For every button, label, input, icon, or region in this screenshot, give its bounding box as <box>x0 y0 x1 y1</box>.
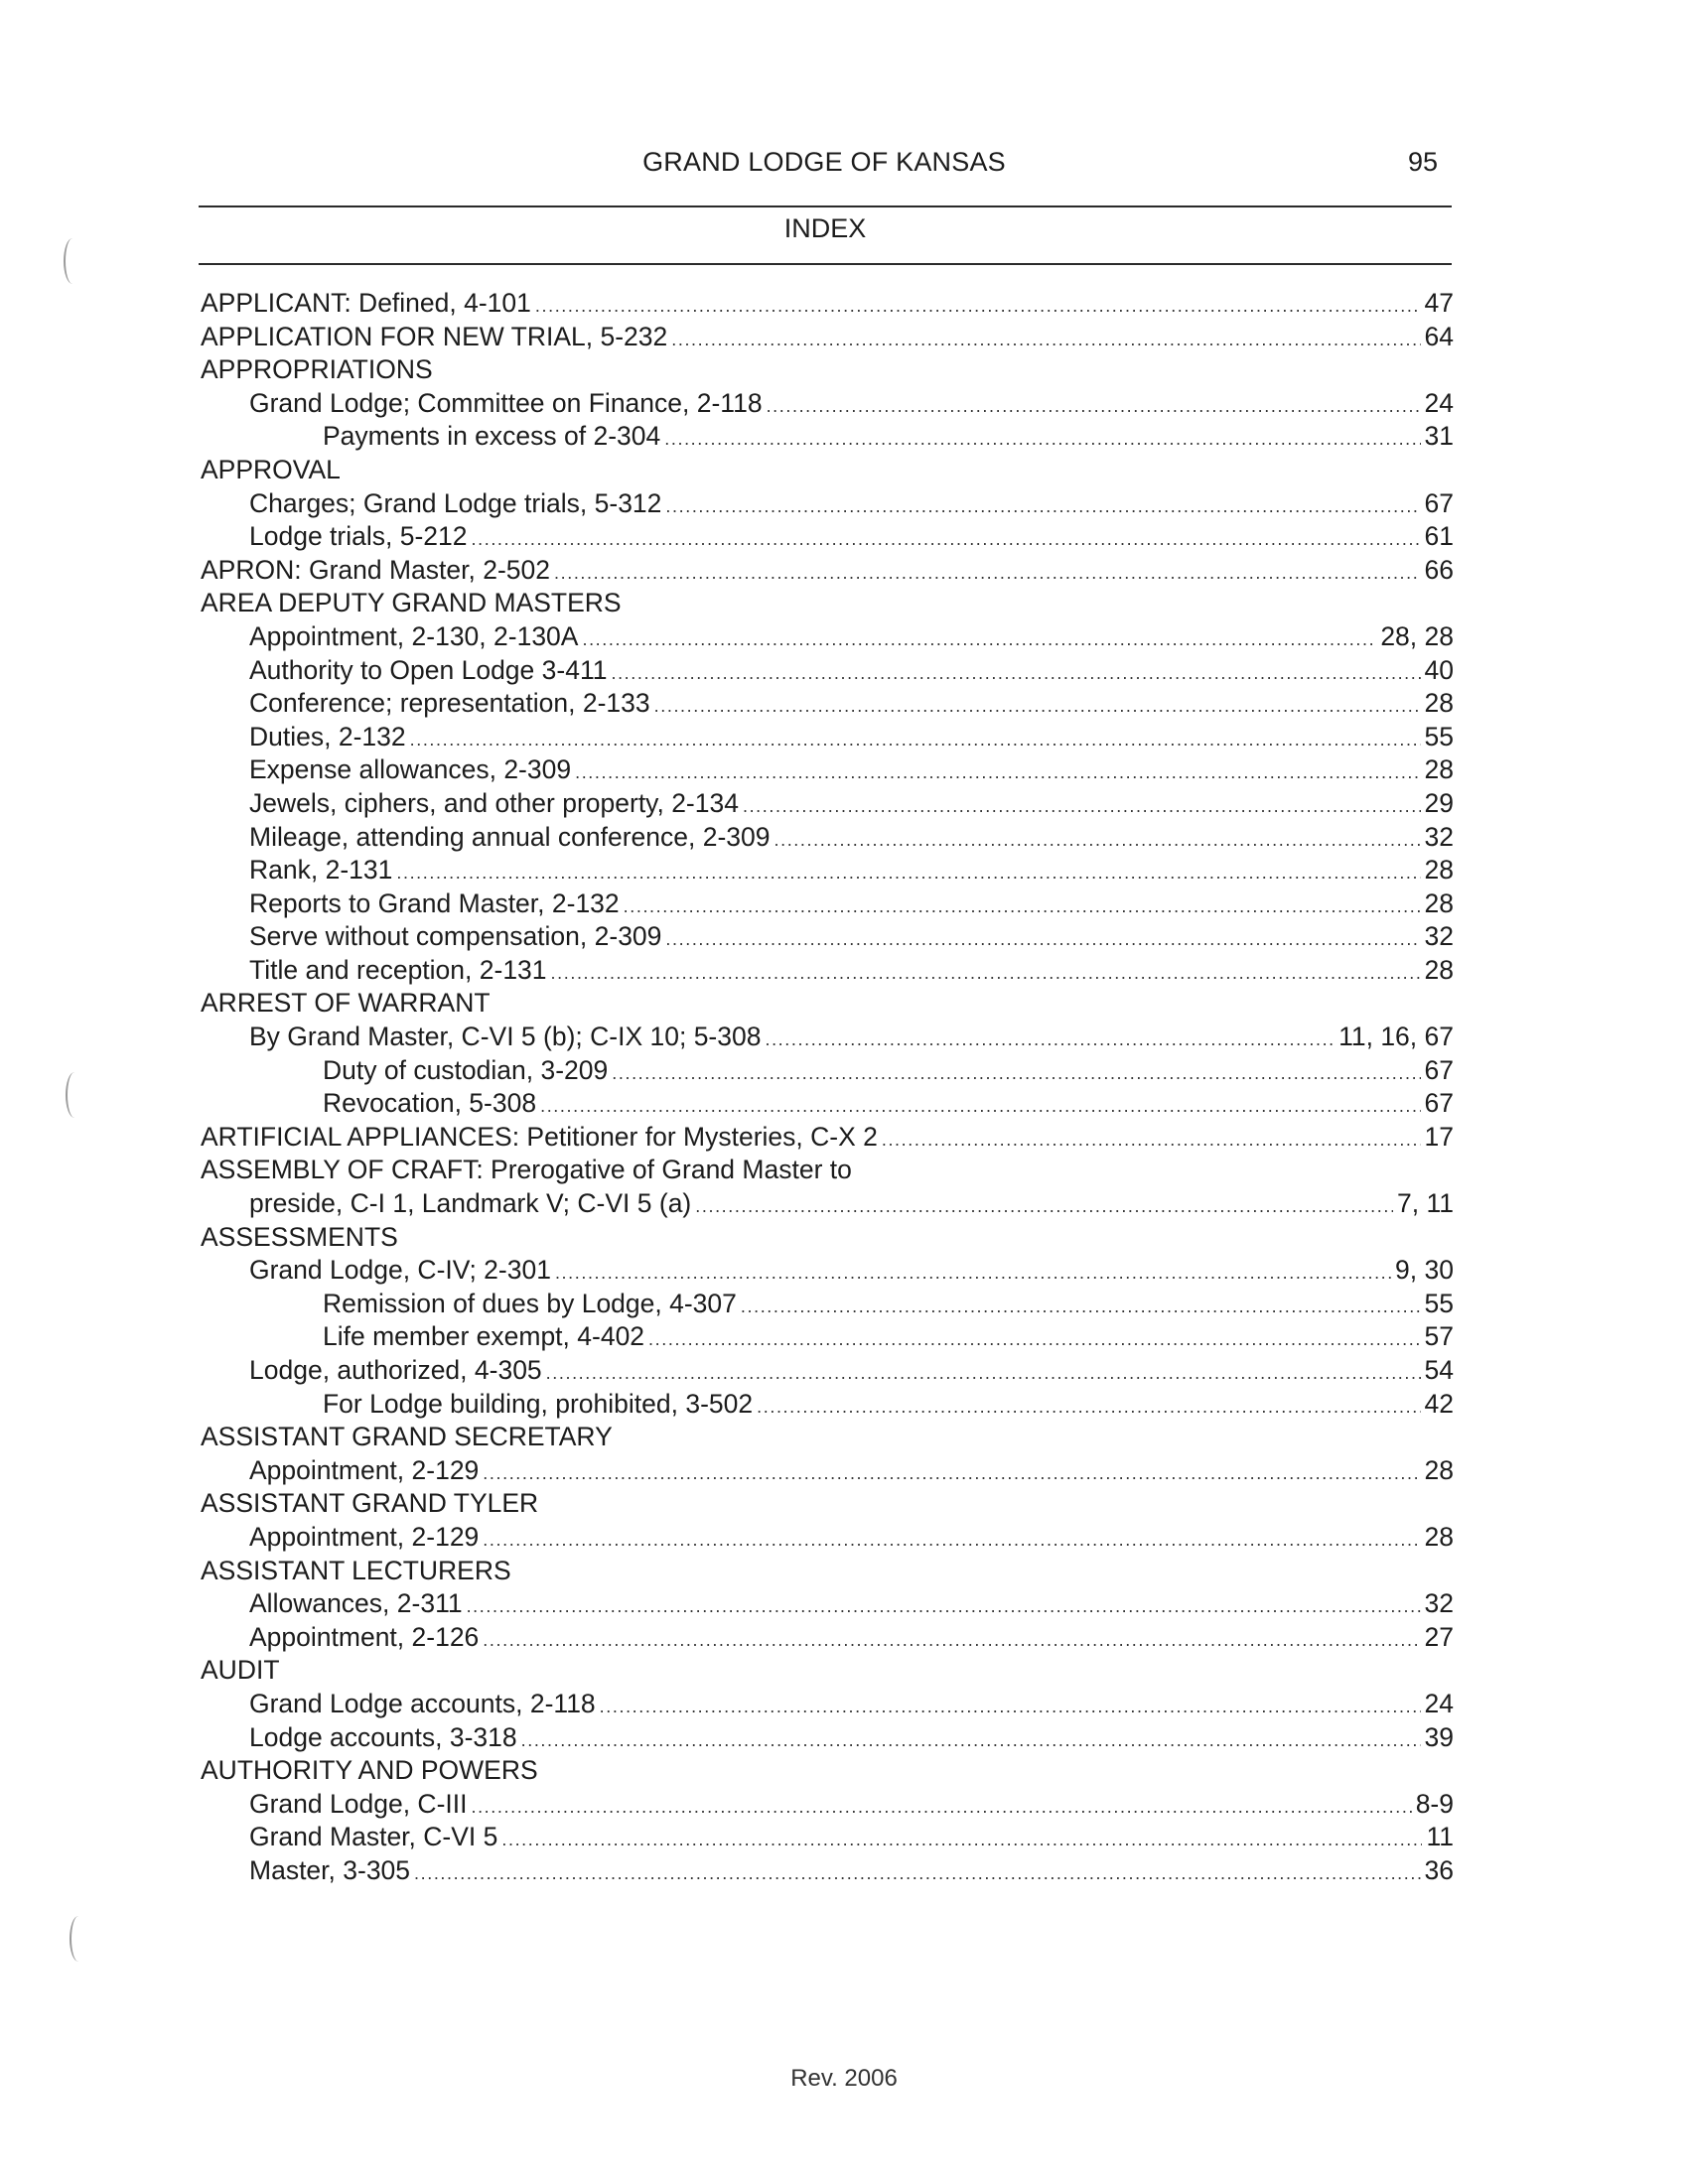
index-entry <box>201 1588 1454 1622</box>
index-entry-label: ARREST OF WARRANT <box>201 988 491 1019</box>
index-entry-label: APRON: Grand Master, 2-502 <box>201 554 551 585</box>
index-entry-label: Lodge, authorized, 4-305 <box>249 1355 542 1385</box>
dot-leader <box>521 1730 1421 1751</box>
index-entry-label: AUTHORITY AND POWERS <box>201 1755 538 1786</box>
dot-leader <box>483 1530 1420 1551</box>
dot-leader <box>483 1463 1420 1484</box>
index-entry <box>201 1455 1454 1489</box>
index-entry <box>201 1289 1454 1322</box>
dot-leader <box>546 1363 1421 1384</box>
dot-leader <box>665 496 1420 517</box>
dot-leader <box>467 1596 1421 1617</box>
index-heading-entry <box>201 988 1454 1022</box>
index-entry <box>201 1855 1454 1889</box>
index-entry-label: ARTIFICIAL APPLIANCES: Petitioner for Mysteries, C-X 2 <box>201 1121 878 1152</box>
index-entry-pages: 7, 11 <box>1397 1188 1454 1219</box>
index-entry-pages: 24 <box>1424 387 1454 418</box>
index-entry <box>201 1689 1454 1722</box>
dot-leader <box>664 429 1420 450</box>
dot-leader <box>396 863 1420 884</box>
index-heading-entry <box>201 588 1454 621</box>
index-entry-pages: 17 <box>1424 1121 1454 1152</box>
index-entry <box>201 1188 1454 1222</box>
index-entry-pages: 11, 16, 67 <box>1338 1022 1454 1052</box>
dot-leader <box>551 963 1421 984</box>
header-rule-top <box>199 205 1452 207</box>
index-entry-label: Jewels, ciphers, and other property, 2-134 <box>249 787 739 818</box>
index-entry-label: Mileage, attending annual conference, 2-309 <box>249 821 771 852</box>
index-entry <box>201 921 1454 955</box>
section-title: INDEX <box>783 213 867 243</box>
dot-leader <box>600 1697 1421 1717</box>
index-heading-entry <box>201 1655 1454 1689</box>
dot-leader <box>743 796 1421 817</box>
dot-leader <box>540 1096 1420 1117</box>
index-entry-label: By Grand Master, C-VI 5 (b); C-IX 10; 5-308 <box>249 1022 762 1052</box>
dot-leader <box>414 1863 1420 1884</box>
index-entry-pages: 32 <box>1424 921 1454 952</box>
dot-leader <box>554 563 1421 584</box>
index-entry-pages: 9, 30 <box>1395 1255 1454 1286</box>
index-entry-label: Reports to Grand Master, 2-132 <box>249 887 620 918</box>
index-entry-label: Remission of dues by Lodge, 4-307 <box>323 1288 737 1318</box>
dot-leader <box>767 396 1421 417</box>
index-entry <box>201 521 1454 555</box>
dot-leader <box>582 629 1376 650</box>
index-entry-label: Appointment, 2-126 <box>249 1621 480 1652</box>
index-entry <box>201 1722 1454 1756</box>
index-entry-pages: 40 <box>1424 654 1454 685</box>
index-entry-pages: 28 <box>1424 1521 1454 1552</box>
index-entry-label: ASSISTANT GRAND TYLER <box>201 1488 539 1519</box>
dot-leader <box>612 1063 1420 1084</box>
index-entry-label: For Lodge building, prohibited, 3-502 <box>323 1388 754 1419</box>
running-title: GRAND LODGE OF KANSAS <box>642 147 1006 177</box>
index-entry-label: Grand Lodge; Committee on Finance, 2-118 <box>249 387 763 418</box>
index-entry-pages: 8-9 <box>1415 1788 1454 1819</box>
index-entry-label: Charges; Grand Lodge trials, 5-312 <box>249 487 662 518</box>
running-header <box>199 147 1450 187</box>
index-entry-pages: 32 <box>1424 821 1454 852</box>
index-entry-pages: 28 <box>1424 887 1454 918</box>
index-heading-entry <box>201 1222 1454 1256</box>
binder-hole-mark-2 <box>66 1072 83 1118</box>
index-entry-pages: 57 <box>1424 1321 1454 1352</box>
dot-leader <box>611 663 1420 684</box>
index-entry-label: Authority to Open Lodge 3-411 <box>249 654 608 685</box>
index-entry <box>201 955 1454 989</box>
index-entry-pages: 55 <box>1424 1288 1454 1318</box>
index-heading-entry <box>201 1422 1454 1455</box>
index-entry-label: Life member exempt, 4-402 <box>323 1321 645 1352</box>
index-entry-pages: 54 <box>1424 1355 1454 1385</box>
index-entry-label: Lodge trials, 5-212 <box>249 521 468 552</box>
index-entry <box>201 1355 1454 1389</box>
index-entry-label: Appointment, 2-130, 2-130A <box>249 620 579 651</box>
index-entry <box>201 555 1454 589</box>
dot-leader <box>695 1196 1393 1217</box>
dot-leader <box>483 1630 1420 1651</box>
index-entry-label: APPLICATION FOR NEW TRIAL, 5-232 <box>201 321 668 351</box>
index-entry-label: Expense allowances, 2-309 <box>249 754 572 785</box>
index-entry-pages: 55 <box>1424 721 1454 751</box>
index-entry-label: Title and reception, 2-131 <box>249 954 547 985</box>
index-entry-label: ASSEMBLY OF CRAFT: Prerogative of Grand Master to <box>201 1155 852 1185</box>
index-heading-entry <box>201 1556 1454 1589</box>
index-entry-label: Grand Lodge accounts, 2-118 <box>249 1688 596 1718</box>
index-entry-label: Grand Lodge, C-IV; 2-301 <box>249 1255 551 1286</box>
index-entry-label: Grand Lodge, C-III <box>249 1788 468 1819</box>
index-entry-pages: 39 <box>1424 1721 1454 1752</box>
dot-leader <box>882 1130 1421 1151</box>
index-entry-label: Serve without compensation, 2-309 <box>249 921 662 952</box>
index-entry-pages: 28 <box>1424 1454 1454 1485</box>
index-heading-entry <box>201 1488 1454 1522</box>
index-entry-label: APPROPRIATIONS <box>201 354 433 385</box>
index-entry-label: ASSESSMENTS <box>201 1221 398 1252</box>
index-entry <box>201 1255 1454 1289</box>
index-entry <box>201 1055 1454 1089</box>
index-entry-pages: 47 <box>1424 288 1454 318</box>
dot-leader <box>648 1329 1420 1350</box>
index-entry <box>201 322 1454 355</box>
index-entry-label: Duty of custodian, 3-209 <box>323 1054 609 1085</box>
index-entry-label: Allowances, 2-311 <box>249 1588 463 1619</box>
index-entry-label: AUDIT <box>201 1655 280 1686</box>
index-heading-entry <box>201 1155 1454 1188</box>
index-heading-entry <box>201 1755 1454 1789</box>
dot-leader <box>535 296 1421 317</box>
index-entry-label: AREA DEPUTY GRAND MASTERS <box>201 588 622 618</box>
index-entry-pages: 28, 28 <box>1380 620 1454 651</box>
dot-leader <box>555 1263 1391 1284</box>
index-entry-pages: 28 <box>1424 754 1454 785</box>
dot-leader <box>501 1830 1422 1850</box>
index-entry-pages: 24 <box>1424 1688 1454 1718</box>
header-rule-bottom <box>199 263 1452 265</box>
index-entry-label: Appointment, 2-129 <box>249 1454 480 1485</box>
binder-hole-mark-3 <box>70 1916 87 1962</box>
index-entry-pages: 28 <box>1424 954 1454 985</box>
index-entry-label: Conference; representation, 2-133 <box>249 688 650 719</box>
dot-leader <box>671 330 1420 350</box>
index-entry <box>201 1522 1454 1556</box>
dot-leader <box>654 696 1421 717</box>
index-entry <box>201 1088 1454 1122</box>
index-entry-pages: 67 <box>1424 1088 1454 1119</box>
index-entry <box>201 1622 1454 1656</box>
index-entry <box>201 855 1454 888</box>
index-entry-label: Master, 3-305 <box>249 1854 411 1885</box>
index-entry <box>201 655 1454 689</box>
index-entry-label: ASSISTANT GRAND SECRETARY <box>201 1422 613 1452</box>
index-entry-label: Rank, 2-131 <box>249 855 393 886</box>
index-entry-label: Payments in excess of 2-304 <box>323 421 661 452</box>
index-entry-pages: 28 <box>1424 688 1454 719</box>
index-entry-label: APPROVAL <box>201 454 341 484</box>
index-entry-pages: 29 <box>1424 787 1454 818</box>
index-entry <box>201 621 1454 655</box>
index-entry-pages: 42 <box>1424 1388 1454 1419</box>
binder-hole-mark-1 <box>64 238 81 284</box>
dot-leader <box>665 929 1420 950</box>
index-entry-pages: 28 <box>1424 855 1454 886</box>
index-entry-pages: 36 <box>1424 1854 1454 1885</box>
index-entry-label: Grand Master, C-VI 5 <box>249 1822 498 1852</box>
index-entry-list <box>201 288 1454 1889</box>
index-heading-entry <box>201 455 1454 488</box>
index-entry <box>201 822 1454 856</box>
index-entry <box>201 488 1454 522</box>
index-entry <box>201 1389 1454 1423</box>
revision-footer: Rev. 2006 <box>790 2065 898 2092</box>
index-entry-pages: 31 <box>1424 421 1454 452</box>
index-entry-label: Revocation, 5-308 <box>323 1088 537 1119</box>
index-entry-label: Appointment, 2-129 <box>249 1521 480 1552</box>
index-entry-pages: 64 <box>1424 321 1454 351</box>
dot-leader <box>757 1397 1420 1418</box>
index-entry <box>201 288 1454 322</box>
index-entry <box>201 1321 1454 1355</box>
index-entry <box>201 1822 1454 1855</box>
index-entry-pages: 67 <box>1424 1054 1454 1085</box>
index-entry-label: Duties, 2-132 <box>249 721 406 751</box>
dot-leader <box>410 730 1421 751</box>
dot-leader <box>741 1297 1421 1317</box>
index-entry <box>201 888 1454 922</box>
index-entry-pages: 27 <box>1424 1621 1454 1652</box>
index-entry-pages: 61 <box>1424 521 1454 552</box>
dot-leader <box>774 830 1421 851</box>
index-entry-label: APPLICANT: Defined, 4-101 <box>201 288 531 318</box>
index-entry <box>201 688 1454 722</box>
index-entry <box>201 388 1454 422</box>
index-heading-entry <box>201 354 1454 388</box>
dot-leader <box>471 1797 1411 1818</box>
index-entry <box>201 1789 1454 1823</box>
dot-leader <box>624 896 1421 917</box>
dot-leader <box>575 762 1420 783</box>
index-entry-pages: 11 <box>1426 1822 1454 1852</box>
index-entry <box>201 421 1454 455</box>
dot-leader <box>472 529 1421 550</box>
index-entry <box>201 788 1454 822</box>
index-entry-label: ASSISTANT LECTURERS <box>201 1555 511 1585</box>
index-entry-pages: 67 <box>1424 487 1454 518</box>
index-entry <box>201 1022 1454 1055</box>
index-entry-pages: 32 <box>1424 1588 1454 1619</box>
dot-leader <box>765 1029 1335 1050</box>
index-entry <box>201 754 1454 788</box>
index-entry <box>201 1122 1454 1156</box>
index-entry <box>201 722 1454 755</box>
index-entry-pages: 66 <box>1424 554 1454 585</box>
index-entry-label: Lodge accounts, 3-318 <box>249 1721 517 1752</box>
page-number: 95 <box>1407 147 1438 177</box>
index-entry-label: preside, C-I 1, Landmark V; C-VI 5 (a) <box>249 1188 692 1219</box>
